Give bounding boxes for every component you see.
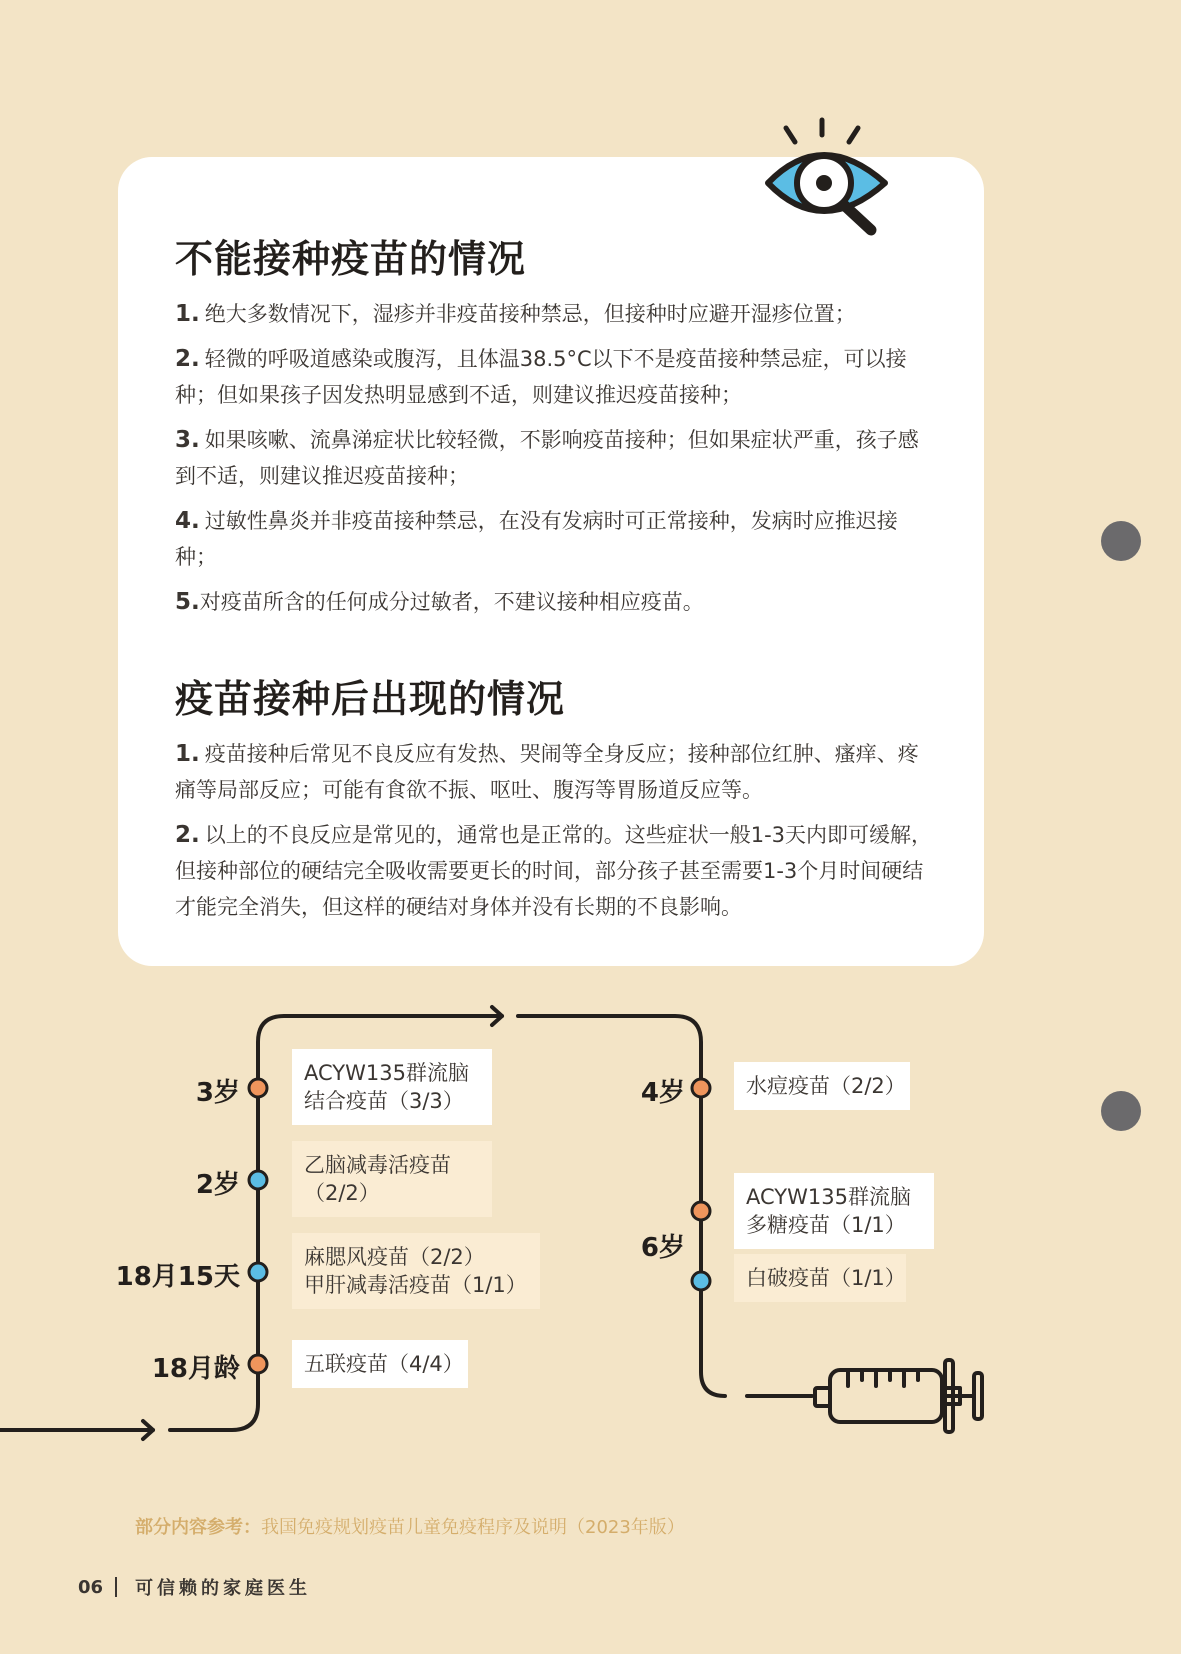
section-title-after-vaccination: 疫苗接种后出现的情况 xyxy=(175,677,566,721)
list-item: 2. 轻微的呼吸道感染或腹泻，且体温38.5°C以下不是疫苗接种禁忌症，可以接种；但如果孩子因发热明显感到不适，则建议推迟疫苗接种； xyxy=(175,346,907,407)
vaccination-timeline xyxy=(0,990,1181,1460)
page-number: 06 xyxy=(78,1576,104,1598)
vaccine-tag-dt: 白破疫苗（1/1） xyxy=(734,1254,906,1302)
age-label-4y: 4岁 xyxy=(640,1078,685,1108)
vaccine-tag-acyw-polysaccharide: ACYW135群流脑 多糖疫苗（1/1） xyxy=(734,1173,934,1249)
age-label-3y: 3岁 xyxy=(195,1078,240,1108)
list-item: 4. 过敏性鼻炎并非疫苗接种禁忌，在没有发病时可正常接种，发病时应推迟接种； xyxy=(175,508,898,569)
vaccine-tag-mmr-hepa: 麻腮风疫苗（2/2） 甲肝减毒活疫苗（1/1） xyxy=(292,1233,540,1309)
timeline-dot-18m15d xyxy=(249,1263,267,1281)
vaccine-tag-je-live: 乙脑减毒活疫苗 （2/2） xyxy=(292,1141,492,1217)
timeline-dot-18m xyxy=(249,1355,267,1373)
reference-note: 部分内容参考：我国免疫规划疫苗儿童免疫程序及说明（2023年版） xyxy=(135,1517,685,1538)
vaccine-tag-acyw-conjugate: ACYW135群流脑 结合疫苗（3/3） xyxy=(292,1049,492,1125)
binder-hole xyxy=(1101,521,1141,561)
list-item: 1. 疫苗接种后常见不良反应有发热、哭闹等全身反应；接种部位红肿、瘙痒、疼痛等局部反应；可能有食欲不振、呕吐、腹泻等胃肠道反应等。 xyxy=(175,741,919,802)
age-label-18m15d: 18月15天 xyxy=(115,1262,240,1292)
footer-divider xyxy=(115,1577,117,1597)
contraindications-list xyxy=(175,296,935,629)
age-label-2y: 2岁 xyxy=(195,1170,240,1200)
page-footer xyxy=(78,1574,311,1600)
eye-magnifier-icon xyxy=(760,115,895,237)
age-label-18m: 18月龄 xyxy=(151,1354,240,1384)
list-item: 5.对疫苗所含的任何成分过敏者，不建议接种相应疫苗。 xyxy=(175,589,704,615)
timeline-dot-2y xyxy=(249,1171,267,1189)
after-vaccination-list xyxy=(175,736,935,934)
timeline-dot-6y-b xyxy=(692,1272,710,1290)
vaccine-tag-varicella: 水痘疫苗（2/2） xyxy=(734,1062,910,1110)
section-title-contraindications: 不能接种疫苗的情况 xyxy=(175,237,527,281)
list-item: 1. 绝大多数情况下，湿疹并非疫苗接种禁忌，但接种时应避开湿疹位置； xyxy=(175,301,856,327)
timeline-dot-6y-a xyxy=(692,1202,710,1220)
list-item: 3. 如果咳嗽、流鼻涕症状比较轻微，不影响疫苗接种；但如果症状严重，孩子感到不适，则建议推迟疫苗接种； xyxy=(175,427,919,488)
list-item: 2. 以上的不良反应是常见的，通常也是正常的。这些症状一般1-3天内即可缓解，但接种部位的硬结完全吸收需要更长的时间，部分孩子甚至需要1-3个月时间硬结才能完全消失，但这样的硬结对身体并没有长期的不良影响。 xyxy=(175,822,933,919)
footer-brand: 可信赖的家庭医生 xyxy=(135,1578,312,1599)
timeline-dot-4y xyxy=(692,1079,710,1097)
timeline-dot-3y xyxy=(249,1079,267,1097)
age-label-6y: 6岁 xyxy=(640,1233,685,1263)
vaccine-tag-pentavalent: 五联疫苗（4/4） xyxy=(292,1340,468,1388)
